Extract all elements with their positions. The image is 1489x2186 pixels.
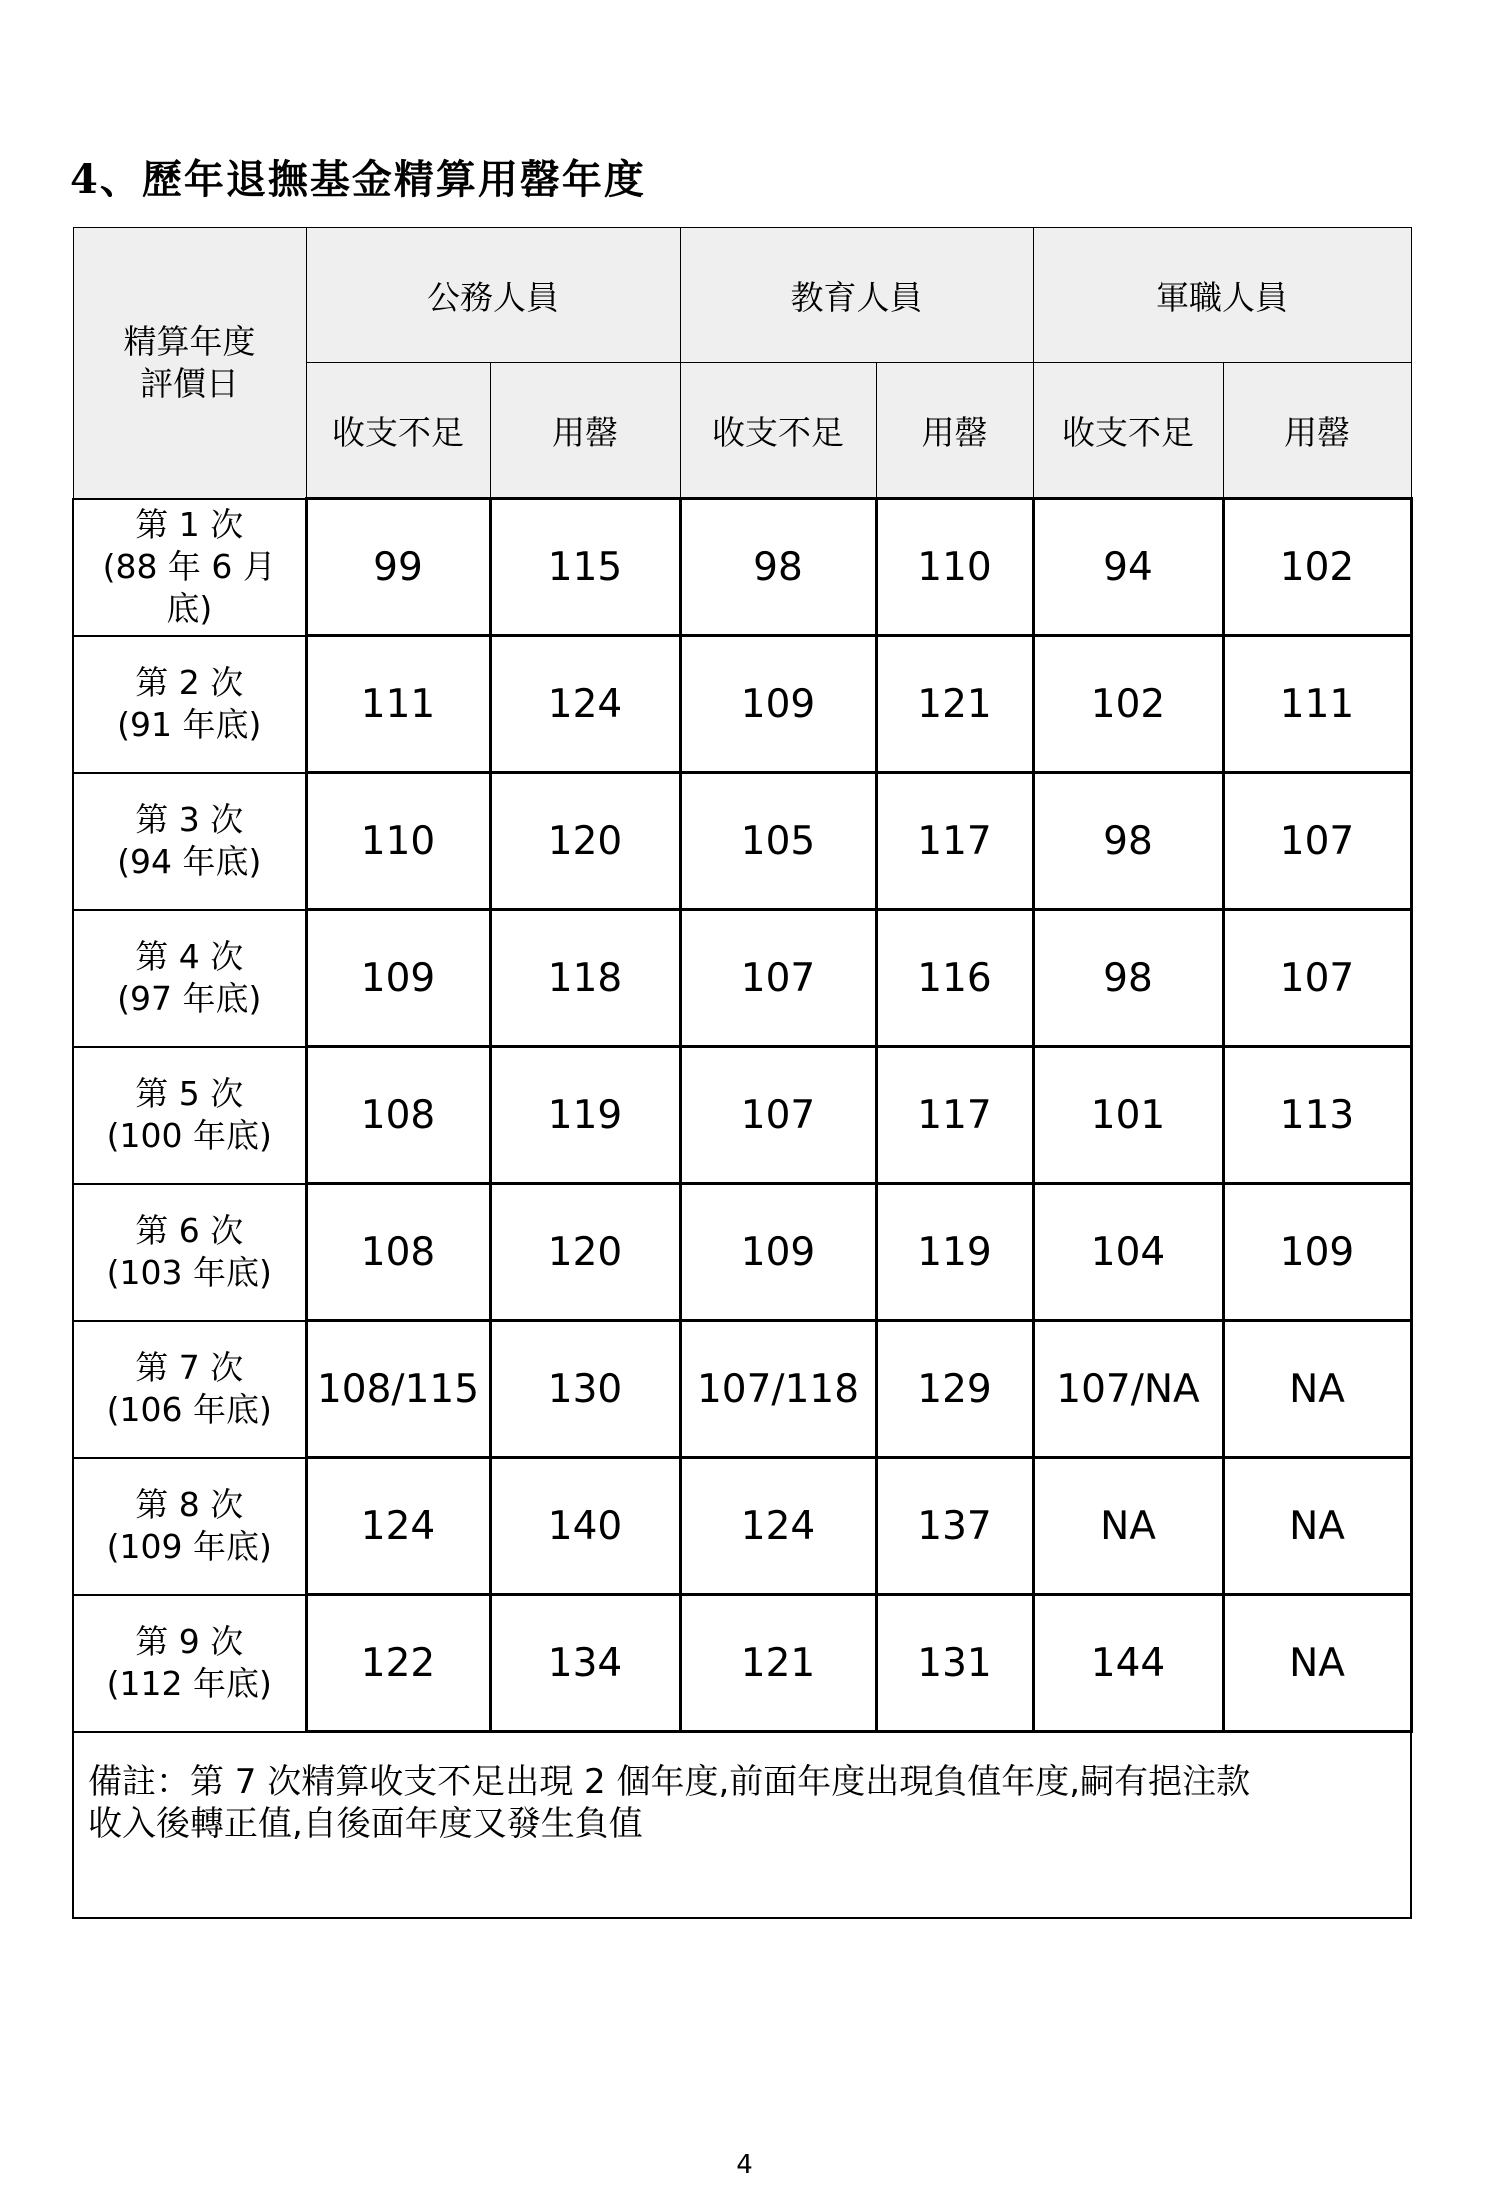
table-cell: 140: [490, 1458, 680, 1595]
table-cell: 109: [680, 1184, 876, 1321]
table-row: [73, 1595, 1411, 1732]
corner-header: [73, 228, 306, 499]
row-label-line: 第 2 次: [135, 663, 244, 702]
table-cell: 134: [490, 1595, 680, 1732]
table-cell: 124: [680, 1458, 876, 1595]
row-label-line: 第 5 次: [135, 1074, 244, 1113]
row-label: [73, 1321, 306, 1458]
group-header-military: 軍職人員: [1033, 228, 1411, 363]
row-label-line: 第 9 次: [135, 1622, 244, 1661]
table-row: [73, 773, 1411, 910]
subheader-depletion: 用罄: [490, 363, 680, 499]
table-cell: 120: [490, 1184, 680, 1321]
table-cell: 110: [306, 773, 490, 910]
row-label-line: (91 年底): [117, 705, 262, 744]
table-cell: 94: [1033, 499, 1223, 636]
row-label-line: (106 年底): [106, 1390, 272, 1429]
note-line: 收入後轉正值,自後面年度又發生負值: [88, 1804, 643, 1844]
table-cell: 116: [876, 910, 1033, 1047]
table-cell: 120: [490, 773, 680, 910]
table-row: [73, 910, 1411, 1047]
row-label-line: (97 年底): [117, 979, 262, 1018]
row-label: [73, 636, 306, 773]
table-row: [73, 499, 1411, 636]
row-label-line: (103 年底): [106, 1253, 272, 1292]
table-cell: 107: [680, 910, 876, 1047]
row-label: [73, 1047, 306, 1184]
group-header-educators: 教育人員: [680, 228, 1033, 363]
row-label-line: 底): [166, 589, 213, 628]
table-row: [73, 1458, 1411, 1595]
table-cell: 137: [876, 1458, 1033, 1595]
page-number: 4: [736, 2150, 753, 2180]
row-label-line: (94 年底): [117, 842, 262, 881]
table-cell: NA: [1223, 1321, 1411, 1458]
table-row: [73, 1047, 1411, 1184]
table-cell: 144: [1033, 1595, 1223, 1732]
table-cell: 129: [876, 1321, 1033, 1458]
row-label: [73, 1595, 306, 1732]
table-cell: 108: [306, 1184, 490, 1321]
note-line: 備註：第 7 次精算收支不足出現 2 個年度,前面年度出現負值年度,嗣有挹注款: [88, 1762, 1251, 1802]
table-cell: 104: [1033, 1184, 1223, 1321]
table-cell: 108/115: [306, 1321, 490, 1458]
table-cell: 111: [306, 636, 490, 773]
table-cell: 105: [680, 773, 876, 910]
row-label-line: (112 年底): [106, 1664, 272, 1703]
row-label: [73, 1458, 306, 1595]
table-row: [73, 636, 1411, 773]
table-cell: 98: [680, 499, 876, 636]
table-cell: 107: [1223, 910, 1411, 1047]
row-label: [73, 1184, 306, 1321]
table-cell: 122: [306, 1595, 490, 1732]
header-row-groups: [73, 228, 1411, 363]
row-label-line: 第 4 次: [135, 937, 244, 976]
subheader-shortfall: 收支不足: [306, 363, 490, 499]
table-row: [73, 1184, 1411, 1321]
table-cell: 124: [490, 636, 680, 773]
group-header-civil-servants: 公務人員: [306, 228, 680, 363]
table-cell: 115: [490, 499, 680, 636]
table-cell: 107/NA: [1033, 1321, 1223, 1458]
table-cell: 108: [306, 1047, 490, 1184]
row-label-line: (109 年底): [106, 1527, 272, 1566]
table-cell: 107: [1223, 773, 1411, 910]
table-cell: 121: [876, 636, 1033, 773]
table-cell: NA: [1223, 1595, 1411, 1732]
table-cell: 110: [876, 499, 1033, 636]
row-label-line: 第 7 次: [135, 1348, 244, 1387]
table-cell: 99: [306, 499, 490, 636]
table-cell: 102: [1223, 499, 1411, 636]
row-label-line: 第 3 次: [135, 800, 244, 839]
subheader-shortfall: 收支不足: [680, 363, 876, 499]
table-cell: 101: [1033, 1047, 1223, 1184]
table-cell: 130: [490, 1321, 680, 1458]
subheader-depletion: 用罄: [876, 363, 1033, 499]
table-cell: 102: [1033, 636, 1223, 773]
row-label: [73, 499, 306, 636]
table-cell: 113: [1223, 1047, 1411, 1184]
table-cell: 117: [876, 773, 1033, 910]
subheader-depletion: 用罄: [1223, 363, 1411, 499]
row-label-line: 第 1 次: [135, 505, 244, 544]
subheader-shortfall: 收支不足: [1033, 363, 1223, 499]
page-title: 4、歷年退撫基金精算用罄年度: [70, 156, 646, 203]
pension-fund-table: [72, 227, 1413, 1919]
table-cell: 111: [1223, 636, 1411, 773]
row-label-line: 第 8 次: [135, 1485, 244, 1524]
corner-header-line2: 評價日: [140, 363, 239, 403]
table-cell: 121: [680, 1595, 876, 1732]
table-cell: 107/118: [680, 1321, 876, 1458]
row-label-line: 第 6 次: [135, 1211, 244, 1250]
table-cell: NA: [1033, 1458, 1223, 1595]
table-cell: 118: [490, 910, 680, 1047]
table-cell: 109: [1223, 1184, 1411, 1321]
table-note: [73, 1732, 1411, 1919]
table-cell: 98: [1033, 910, 1223, 1047]
table-cell: 119: [876, 1184, 1033, 1321]
note-row: [73, 1732, 1411, 1919]
table-cell: NA: [1223, 1458, 1411, 1595]
corner-header-line1: 精算年度: [123, 321, 256, 361]
table-row: [73, 1321, 1411, 1458]
table-cell: 119: [490, 1047, 680, 1184]
table-cell: 131: [876, 1595, 1033, 1732]
table-cell: 124: [306, 1458, 490, 1595]
row-label: [73, 910, 306, 1047]
table-cell: 98: [1033, 773, 1223, 910]
row-label-line: (100 年底): [106, 1116, 272, 1155]
table-cell: 117: [876, 1047, 1033, 1184]
table-cell: 109: [680, 636, 876, 773]
row-label: [73, 773, 306, 910]
table-cell: 107: [680, 1047, 876, 1184]
table-cell: 109: [306, 910, 490, 1047]
row-label-line: (88 年 6 月: [102, 547, 276, 586]
